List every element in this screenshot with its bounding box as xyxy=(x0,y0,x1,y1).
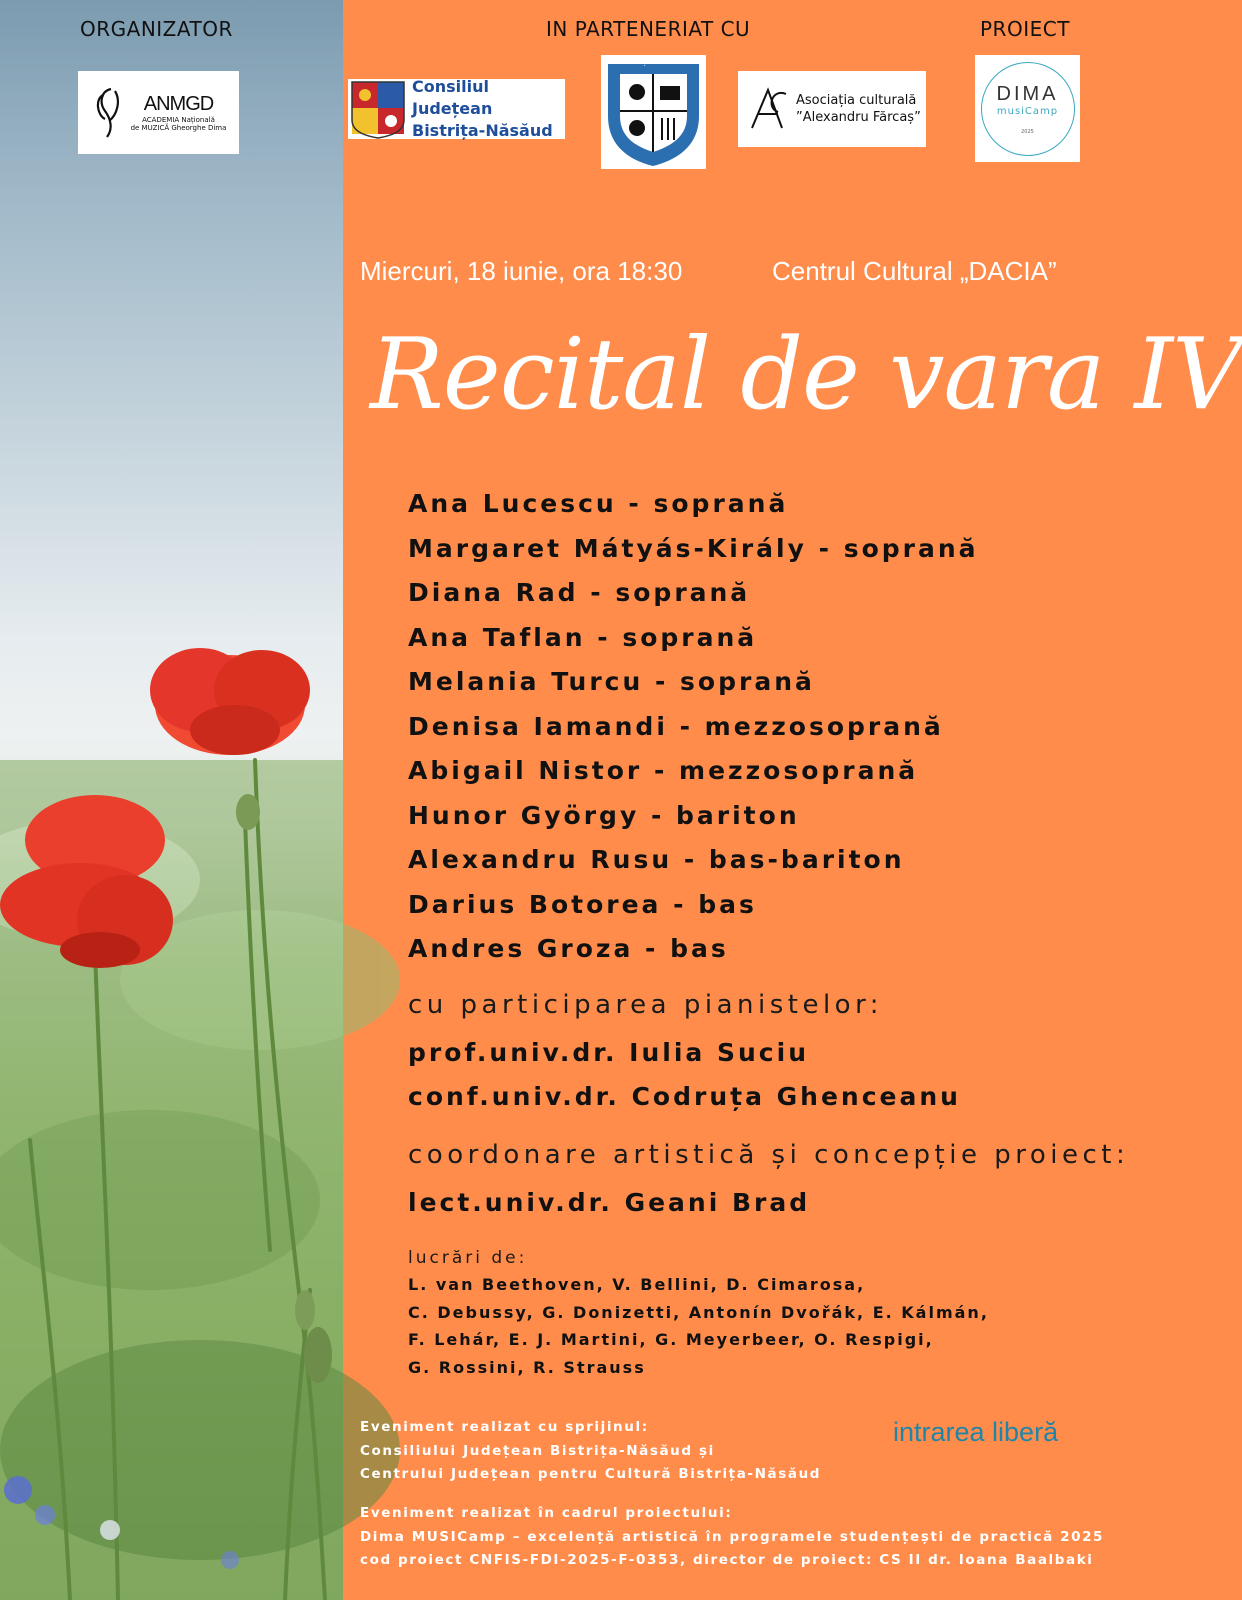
performer-item: Melania Turcu - soprană xyxy=(408,667,815,696)
support-line: Eveniment realizat cu sprijinul: xyxy=(360,1419,649,1435)
project-credits xyxy=(360,1504,1104,1575)
works-label: lucrări de: xyxy=(408,1248,528,1268)
dima-title: DIMA xyxy=(996,82,1059,105)
pianist-name: conf.univ.dr. Codruța Ghenceanu xyxy=(408,1082,961,1111)
coordinator-name: lect.univ.dr. Geani Brad xyxy=(408,1188,811,1217)
project-label: PROIECT xyxy=(980,17,1070,41)
works-list xyxy=(408,1274,989,1384)
anmgd-wordmark: ANMGD xyxy=(143,93,214,115)
performer-list xyxy=(408,486,979,976)
event-datetime: Miercuri, 18 iunie, ora 18:30 xyxy=(360,256,683,286)
centru-cultura-logo xyxy=(601,55,706,169)
dima-sub: musiCamp xyxy=(996,105,1059,117)
performer-item: Andres Groza - bas xyxy=(408,934,729,963)
event-venue: Centrul Cultural „DACIA” xyxy=(772,256,1057,286)
works-line: L. van Beethoven, V. Bellini, D. Cimarosa, xyxy=(408,1275,866,1294)
centru-top-text: Bistrița-Năsăud xyxy=(622,57,684,66)
project-line: cod proiect CNFIS-FDI-2025-F-0353, director de proiect: CS II dr. Ioana Baalbaki xyxy=(360,1552,1094,1568)
works-line: F. Lehár, E. J. Martini, G. Meyerbeer, O. Respigi, xyxy=(408,1330,934,1349)
performer-item: Ana Lucescu - soprană xyxy=(408,489,789,518)
performer-item: Diana Rad - soprană xyxy=(408,578,751,607)
anmgd-line2: de MUZICĂ Gheorghe Dima xyxy=(130,124,227,132)
treble-clef-icon xyxy=(91,85,125,141)
poppy-illustration xyxy=(0,0,343,1600)
poppy-field-photo xyxy=(0,0,343,1600)
performer-item: Margaret Mátyás-Király - soprană xyxy=(408,533,979,563)
cj-bistrita-logo xyxy=(348,79,565,139)
pianist-name: prof.univ.dr. Iulia Suciu xyxy=(408,1038,809,1067)
coordination-label: coordonare artistică și concepție proiect: xyxy=(408,1140,1130,1170)
performer-item: Alexandru Rusu - bas-bariton xyxy=(408,845,905,874)
partners-label: IN PARTENERIAT CU xyxy=(546,17,751,41)
shield-crest-icon xyxy=(602,56,705,168)
cj-line2: Bistrița-Năsăud xyxy=(412,121,553,140)
performer-item: Abigail Nistor - mezzosoprană xyxy=(408,756,919,785)
support-line: Centrului Județean pentru Cultură Bistrița-Năsăud xyxy=(360,1466,822,1482)
farcas-line1: Asociația culturală xyxy=(796,93,917,108)
performer-item: Darius Botorea - bas xyxy=(408,889,757,919)
performer-item: Ana Taflan - soprană xyxy=(408,622,758,652)
support-credits xyxy=(360,1418,821,1489)
performer-item: Hunor György - bariton xyxy=(408,800,800,830)
organizer-label: ORGANIZATOR xyxy=(80,17,233,41)
free-entry-text: intrarea liberă xyxy=(893,1417,1059,1447)
pianists-label: cu participarea pianistelor: xyxy=(408,990,884,1020)
farcas-line2: ”Alexandru Fărcaș” xyxy=(796,110,921,125)
works-line: C. Debussy, G. Donizetti, Antonín Dvořák, E. Kálmán, xyxy=(408,1302,989,1322)
anmgd-logo xyxy=(78,71,239,154)
dima-musicamp-logo xyxy=(975,55,1080,162)
project-line: Eveniment realizat în cadrul proiectului: xyxy=(360,1505,733,1521)
coat-of-arms-icon xyxy=(350,80,406,138)
project-line: Dima MUSICamp – excelență artistică în programele studențești de practică 2025 xyxy=(360,1528,1105,1545)
dima-year: 2025 xyxy=(1021,128,1034,135)
poppy-flower xyxy=(150,648,310,755)
cj-line1: Consiliul Județean xyxy=(412,77,493,118)
event-title: Recital de vara IV xyxy=(370,318,1242,432)
af-monogram-icon xyxy=(746,86,792,132)
support-line: Consiliului Județean Bistrița-Năsăud și xyxy=(360,1442,715,1459)
dima-circle xyxy=(981,62,1075,156)
works-line: G. Rossini, R. Strauss xyxy=(408,1357,646,1377)
anmgd-line1: ACADEMIA Națională xyxy=(142,116,215,124)
performer-item: Denisa Iamandi - mezzosoprană xyxy=(408,711,944,741)
alexandru-farcas-logo xyxy=(738,71,926,147)
